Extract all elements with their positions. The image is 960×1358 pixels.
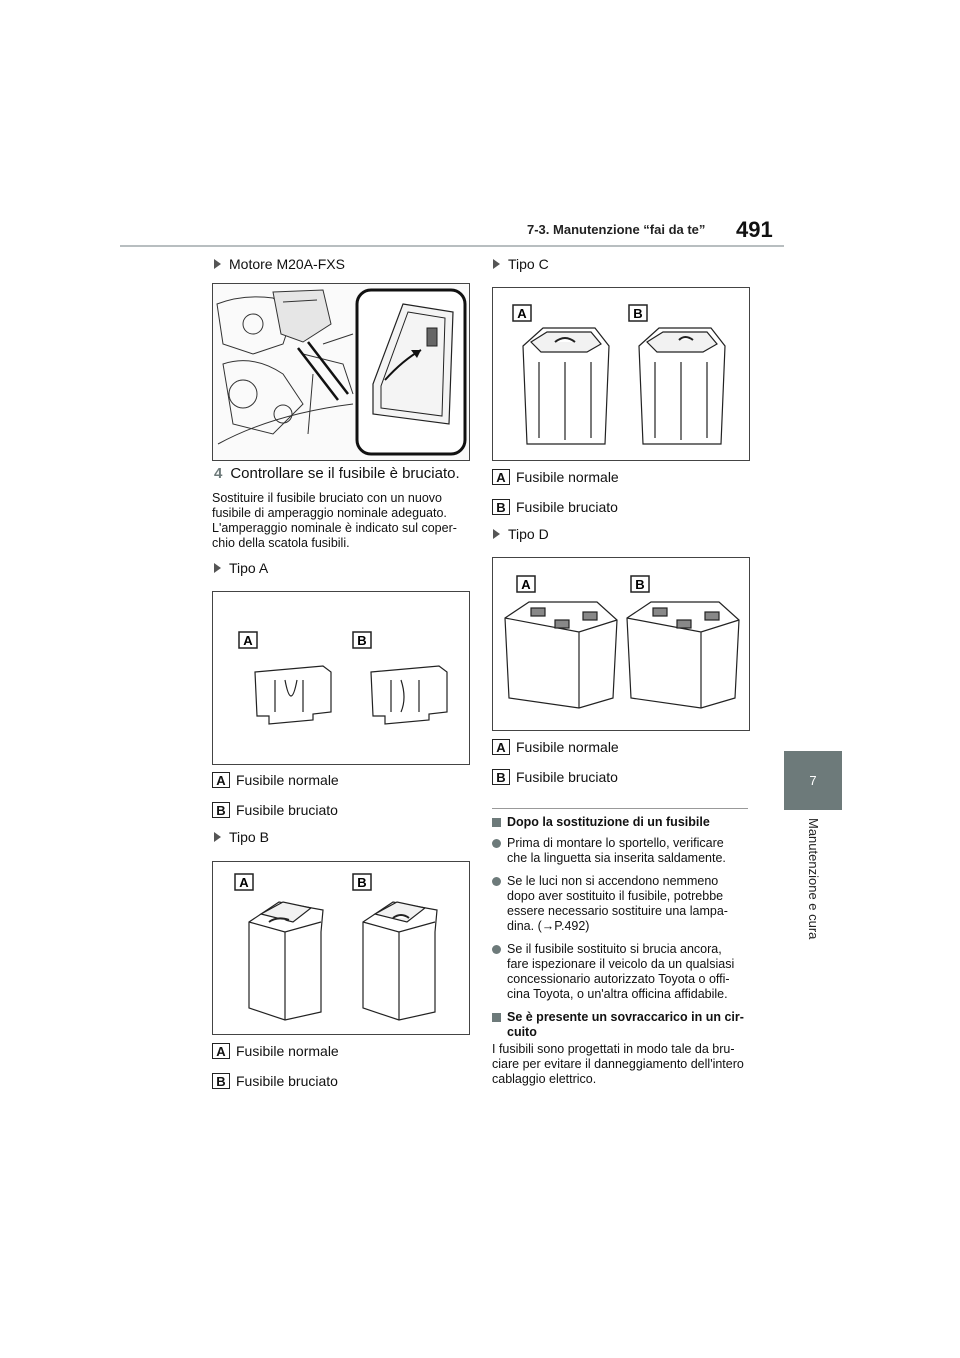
type-b-caption-blown: B Fusibile bruciato xyxy=(212,1073,338,1089)
fig-label-a: A xyxy=(521,577,531,592)
triangle-bullet-icon xyxy=(214,832,221,842)
type-d-fuse-illustration xyxy=(493,558,749,730)
type-b-figure xyxy=(212,861,470,1035)
square-bullet-icon xyxy=(492,1013,501,1022)
label-a: A xyxy=(492,469,510,485)
note-item: Se le luci non si accendono nemmeno dopo aver sostituito il fusibile, potrebbe essere necessario sostituire una lampa- dina. (→P.492) xyxy=(492,874,754,934)
type-b-heading: Tipo B xyxy=(214,829,269,845)
notes-separator xyxy=(492,808,748,809)
note-item: Prima di montare lo sportello, verificare che la linguetta sia inserita saldamente. xyxy=(492,836,754,866)
dot-bullet-icon xyxy=(492,877,501,886)
label-b: B xyxy=(492,499,510,515)
fig-label-a: A xyxy=(243,633,253,648)
fig-label-b: B xyxy=(357,875,367,890)
type-c-figure xyxy=(492,287,750,461)
type-d-caption-normal: A Fusibile normale xyxy=(492,739,619,755)
type-d-figure xyxy=(492,557,750,731)
step-body-line: fusibile di amperaggio nominale adeguato. xyxy=(212,506,447,520)
step-text: Controllare se il fusibile è bruciato. xyxy=(230,465,460,482)
engine-figure xyxy=(212,283,470,461)
note-heading: Dopo la sostituzione di un fusibile xyxy=(492,815,754,830)
triangle-bullet-icon xyxy=(214,563,221,573)
type-c-fuse-illustration xyxy=(493,288,749,460)
step-body-line: Sostituire il fusibile bruciato con un nuovo xyxy=(212,491,442,505)
chapter-tab xyxy=(784,751,842,810)
fig-label-a: A xyxy=(239,875,249,890)
type-b-fuse-illustration xyxy=(213,862,469,1034)
type-d-caption-blown: B Fusibile bruciato xyxy=(492,769,618,785)
triangle-bullet-icon xyxy=(493,529,500,539)
step-number: 4 xyxy=(214,465,223,482)
section-title: 7-3. Manutenzione “fai da te” xyxy=(527,222,706,237)
notes xyxy=(492,815,754,1087)
page-number: 491 xyxy=(736,217,773,242)
type-a-caption-blown: B Fusibile bruciato xyxy=(212,802,338,818)
note-item: Se il fusibile sostituito si brucia ancora, fare ispezionare il veicolo da un qualsiasi concessionario autorizzato Toyota o offi- cina Toyota, o un'altra officina affidabile. xyxy=(492,942,754,1002)
triangle-bullet-icon xyxy=(214,259,221,269)
fig-label-b: B xyxy=(357,633,367,648)
label-b: B xyxy=(212,1073,230,1089)
note-body: I fusibili sono progettati in modo tale da bru- ciare per evitare il danneggiamento dell'intero cablaggio elettrico. xyxy=(492,1042,744,1086)
fig-label-b: B xyxy=(633,306,643,321)
type-a-caption-normal: A Fusibile normale xyxy=(212,772,339,788)
label-a: A xyxy=(492,739,510,755)
step-body xyxy=(212,491,472,551)
label-b: B xyxy=(492,769,510,785)
type-c-caption-blown: B Fusibile bruciato xyxy=(492,499,618,515)
chapter-title: Manutenzione e cura xyxy=(806,818,821,940)
triangle-bullet-icon xyxy=(493,259,500,269)
step-body-line: chio della scatola fusibili. xyxy=(212,536,350,550)
label-a: A xyxy=(212,1043,230,1059)
type-b-caption-normal: A Fusibile normale xyxy=(212,1043,339,1059)
fig-label-b: B xyxy=(635,577,645,592)
type-c-heading: Tipo C xyxy=(493,256,549,272)
dot-bullet-icon xyxy=(492,839,501,848)
fig-label-a: A xyxy=(517,306,527,321)
type-a-fuse-illustration xyxy=(213,592,469,764)
step-4 xyxy=(214,465,460,482)
step-body-line: L'amperaggio nominale è indicato sul coper- xyxy=(212,521,457,535)
label-a: A xyxy=(212,772,230,788)
engine-heading: Motore M20A-FXS xyxy=(214,256,345,272)
note-heading: Se è presente un sovraccarico in un cir- cuito xyxy=(492,1010,754,1040)
header-rule xyxy=(120,245,842,247)
type-a-heading: Tipo A xyxy=(214,560,268,576)
dot-bullet-icon xyxy=(492,945,501,954)
square-bullet-icon xyxy=(492,818,501,827)
page-link[interactable]: dina. (→P.492) xyxy=(507,919,590,933)
side-tab-bar xyxy=(784,245,842,750)
engine-fusebox-illustration xyxy=(213,284,469,460)
type-c-caption-normal: A Fusibile normale xyxy=(492,469,619,485)
type-d-heading: Tipo D xyxy=(493,526,549,542)
chapter-number: 7 xyxy=(809,773,817,788)
label-b: B xyxy=(212,802,230,818)
type-a-figure xyxy=(212,591,470,765)
